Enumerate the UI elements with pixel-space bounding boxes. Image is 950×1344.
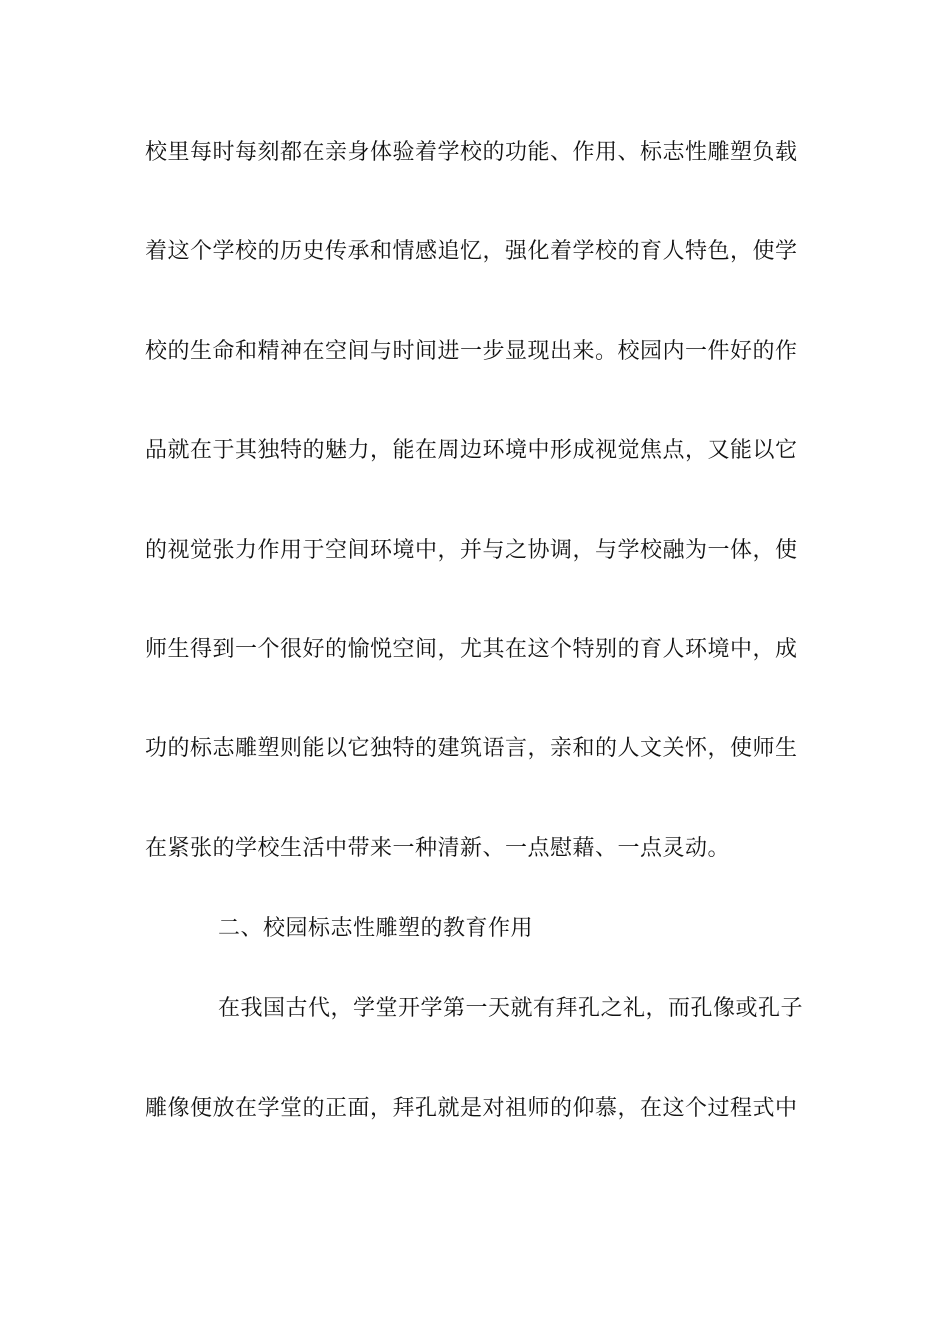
paragraph-line: 校里每时每刻都在亲身体验着学校的功能、作用、标志性雕塑负载 (145, 140, 798, 165)
paragraph-line: 品就在于其独特的魅力，能在周边环境中形成视觉焦点，又能以它 (145, 438, 798, 463)
paragraph-line: 的视觉张力作用于空间环境中，并与之协调，与学校融为一体，使 (145, 538, 798, 563)
paragraph-line: 师生得到一个很好的愉悦空间，尤其在这个特别的育人环境中，成 (145, 637, 798, 662)
paragraph-line: 在我国古代，学堂开学第一天就有拜孔之礼，而孔像或孔子 (218, 996, 804, 1021)
paragraph-line: 雕像便放在学堂的正面，拜孔就是对祖师的仰慕，在这个过程式中 (145, 1096, 798, 1121)
section-heading: 二、校园标志性雕塑的教育作用 (218, 916, 534, 941)
paragraph-line: 功的标志雕塑则能以它独特的建筑语言，亲和的人文关怀，使师生 (145, 736, 798, 761)
paragraph-line: 在紧张的学校生活中带来一种清新、一点慰藉、一点灵动。 (145, 836, 731, 861)
paragraph-line: 着这个学校的历史传承和情感追忆，强化着学校的育人特色，使学 (145, 239, 798, 264)
paragraph-line: 校的生命和精神在空间与时间进一步显现出来。校园内一件好的作 (145, 339, 798, 364)
